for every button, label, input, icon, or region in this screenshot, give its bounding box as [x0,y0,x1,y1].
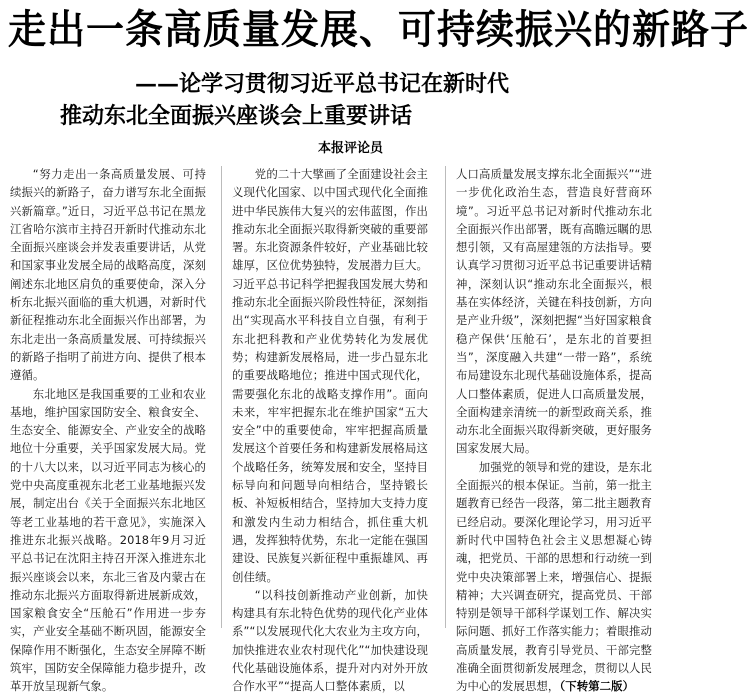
paragraph-text: 加强党的领导和党的建设，是东北全面振兴的根本保证。当前，第一批主题教育已经告一段落，第二批主题教育已经启动。要深化理论学习，用习近平新时代中国特色社会主义思想凝心铸魂，把党员、干部的思想和行动统一到党中央决策部署上来，增强信心、提振精神；大兴调查研究，提高党员、干部特别是领导干部科学谋划工作、解决实际问题、抓好工作落实能力；着眼推动高质量发展，教育引导党员、干部完整准确全面贯彻新发展理念，贯彻以人民为中心的发展思想， [456,459,652,694]
column-divider [445,166,446,628]
paragraph: 人口高质量发展支撑东北全面振兴”“进一步优化政治生态，营造良好营商环境”。习近平总书记对新时代推动东北全面振兴作出部署，既有高瞻远瞩的思想引领，又有高屋建瓴的方法指导。要认真学习贯彻习近平总书记重要讲话精神，深刻认识“推动东北全面振兴，根基在实体经济，关键在科技创新，方向是产业升级”，深刻把握“当好国家粮食稳产保供‘压舱石’，是东北的首要担当”，深度融入共建“一带一路”，系统布局建设东北现代基础设施体系，提高人口整体素质，促进人口高质量发展，全面构建亲清统一的新型政商关系，推动东北全面振兴取得新突破，更好服务国家发展大局。 [456,167,652,456]
paragraph [456,458,652,696]
paragraph: “努力走出一条高质量发展、可持续振兴的新路子，奋力谱写东北全面振兴新篇章。”近日，习近平总书记在黑龙江省哈尔滨市主持召开新时代推动东北全面振兴座谈会并发表重要讲话，从党和国家事业发展全局的战略高度，深刻阐述东北地区肩负的重要使命，深入分析东北振兴面临的重大机遇，对新时代新征程推动东北全面振兴作出部署，为东北走出一条高质量发展、可持续振兴的新路子指明了前进方向、提供了根本遵循。 [10,167,206,383]
paragraph: 党的二十大擘画了全面建设社会主义现代化国家、以中国式现代化全面推进中华民族伟大复兴的宏伟蓝图，作出推动东北全面振兴取得新突破的重要部署。东北资源条件较好，产业基础比较雄厚，区位优势独特，发展潜力巨大。习近平总书记科学把握我国发展大势和推动东北全面振兴阶段性特征，深刻指出“实现高水平科技自立自强，有利于东北把科教和产业优势转化为发展优势；构建新发展格局，进一步凸显东北的重要战略地位；推进中国式现代化，需要强化东北的战略支撑作用”。面向未来，牢牢把握东北在维护国家“五大安全”中的重要使命，牢牢把握高质量发展这个首要任务和构建新发展格局这个战略任务，统筹发展和安全，坚持目标导向和问题导向相结合，坚持锻长板、补短板相结合，坚持加大支持力度和激发内生动力相结合，抓住重大机遇，发挥独特优势，东北一定能在强国建设、民族复兴新征程中重振雄风、再创佳绩。 [232,167,428,584]
continued-on-page-link[interactable]: （下转第二版） [559,679,635,694]
byline: 本报评论员 [318,141,384,156]
article-column-3 [456,165,652,694]
subtitle-line-1: ——论学习贯彻习近平总书记在新时代 [135,71,510,97]
column-divider [221,166,222,628]
paragraph: 东北地区是我国重要的工业和农业基地，维护国家国防安全、粮食安全、生态安全、能源安全、产业安全的战略地位十分重要，关乎国家发展大局。党的十八大以来，以习近平同志为核心的党中央高度重视东北老工业基地振兴发展，制定出台《关于全面振兴东北地区等老工业基地的若干意见》，实施深入推进东北振兴战略。2018年9月习近平总书记在沈阳主持召开深入推进东北振兴座谈会以来，东北三省及内蒙古在推动东北振兴方面取得新进展新成效，国家粮食安全“压舱石”作用进一步夯实，产业安全基础不断巩固，能源安全保障作用不断强化，生态安全屏障不断筑牢，国防安全保障能力稳步提升，改革开放呈现新气象。 [10,386,206,694]
subtitle-line-2: 推动东北全面振兴座谈会上重要讲话 [60,103,413,129]
article-column-1 [10,165,206,694]
headline: 走出一条高质量发展、可持续振兴的新路子 [8,6,749,53]
paragraph: “以科技创新推动产业创新，加快构建具有东北特色优势的现代化产业体系”“以发展现代化大农业为主攻方向，加快推进农业农村现代化”“加快建设现代化基础设施体系，提升对内对外开放合作水平”“提高人口整体素质，以 [232,587,428,694]
article-column-2 [232,165,428,694]
